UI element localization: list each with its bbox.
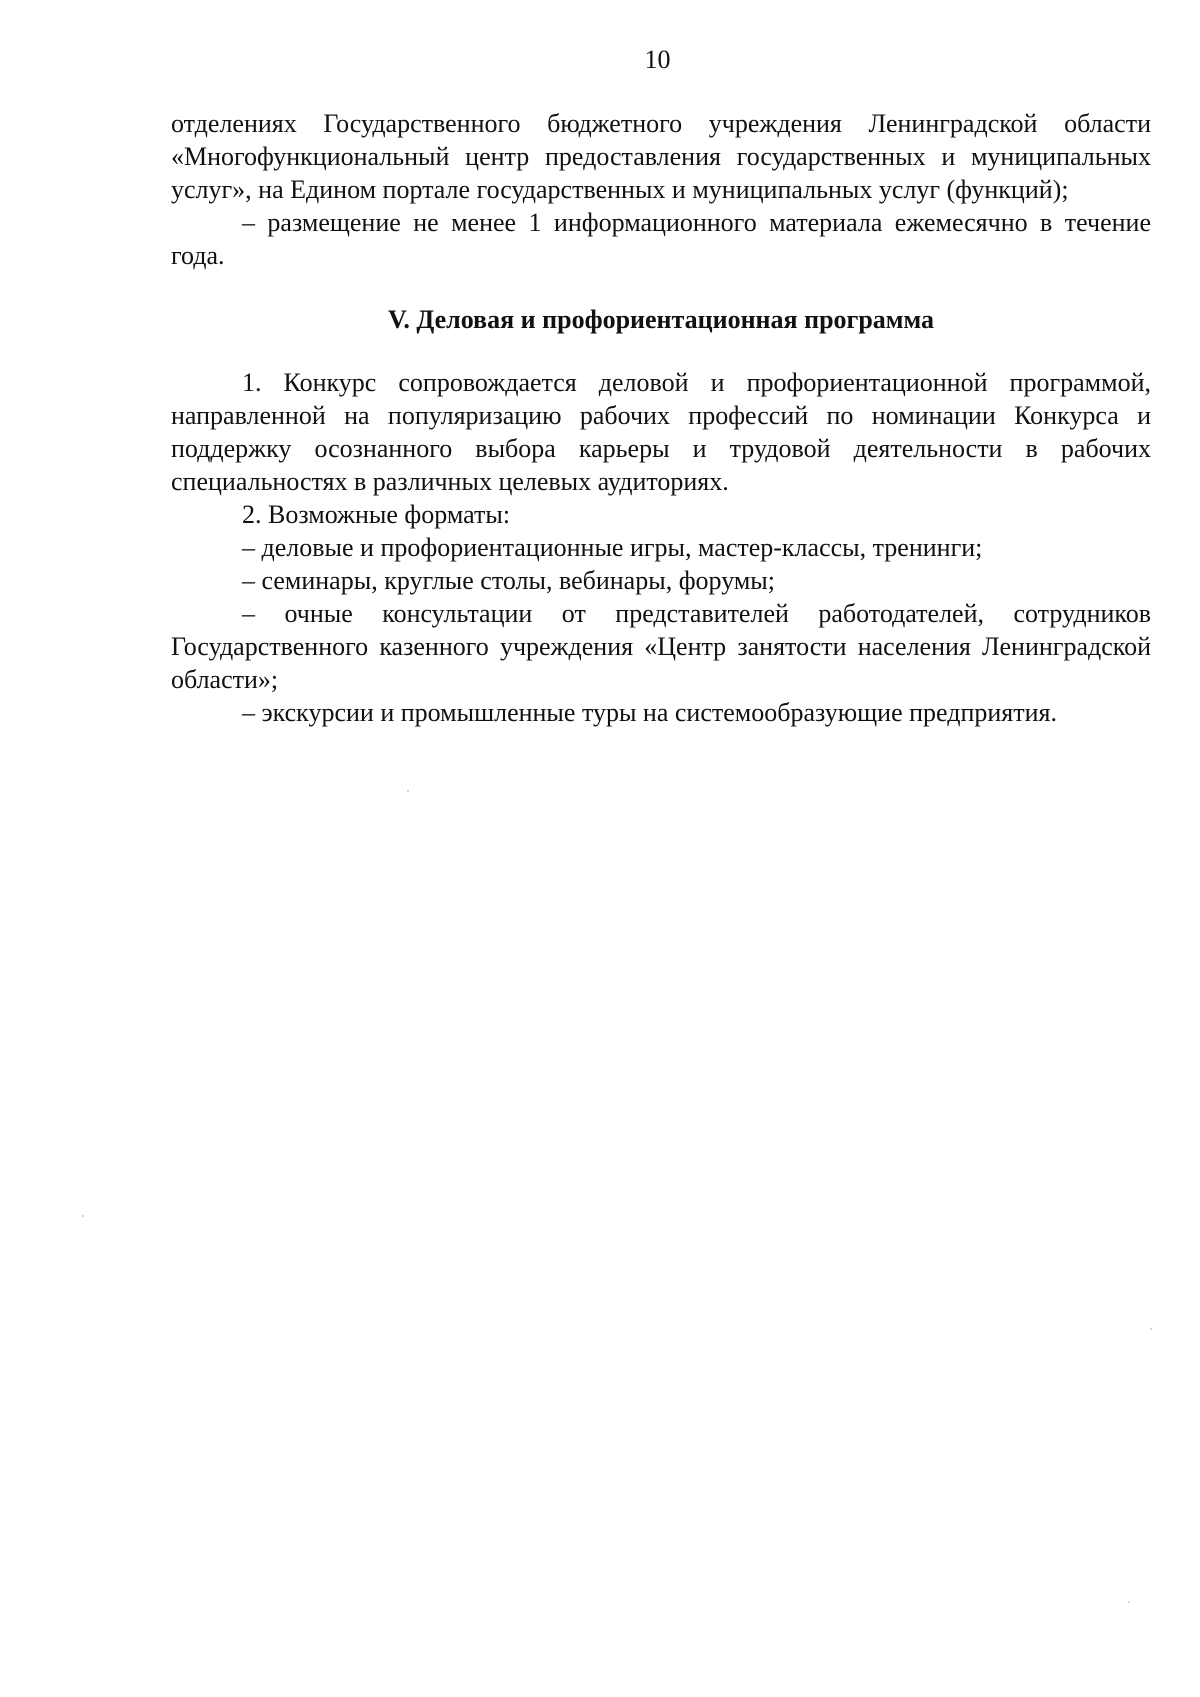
paragraph-list-item: – семинары, круглые столы, вебинары, форумы;: [242, 566, 775, 595]
document-body: [171, 107, 1151, 729]
section-heading: V. Деловая и профориентационная программа: [387, 305, 935, 334]
scan-speck: [82, 1215, 84, 1217]
paragraph-item-1: 1. Конкурс сопровождается деловой и профориентационной программой, направленной на популяризацию рабочих профессий по номинации Конкурса и поддержку осознанного выбора карьеры и трудовой деятельности в рабочих специальностях в различных целевых аудиториях.: [171, 368, 1151, 496]
scan-speck: [407, 790, 409, 792]
scan-speck: [1150, 1328, 1152, 1330]
paragraph-list-item: – очные консультации от представителей работодателей, сотрудников Государственного казенного учреждения «Центр занятости населения Ленинградской области»;: [171, 599, 1151, 694]
page-number: 10: [644, 45, 671, 74]
paragraph-list-item: – деловые и профориентационные игры, мастер-классы, тренинги;: [242, 533, 983, 562]
paragraph-list-item: – размещение не менее 1 информационного материала ежемесячно в течение года.: [171, 208, 1151, 270]
paragraph-item-2: 2. Возможные форматы:: [242, 500, 511, 529]
paragraph-list-item: – экскурсии и промышленные туры на системообразующие предприятия.: [242, 698, 1057, 727]
scan-speck: [1128, 1601, 1130, 1603]
paragraph-continuation: отделениях Государственного бюджетного учреждения Ленинградской области «Многофункциональный центр предоставления государственных и муниципальных услуг», на Едином портале государственных и муниципальных услуг (функций);: [171, 109, 1151, 204]
